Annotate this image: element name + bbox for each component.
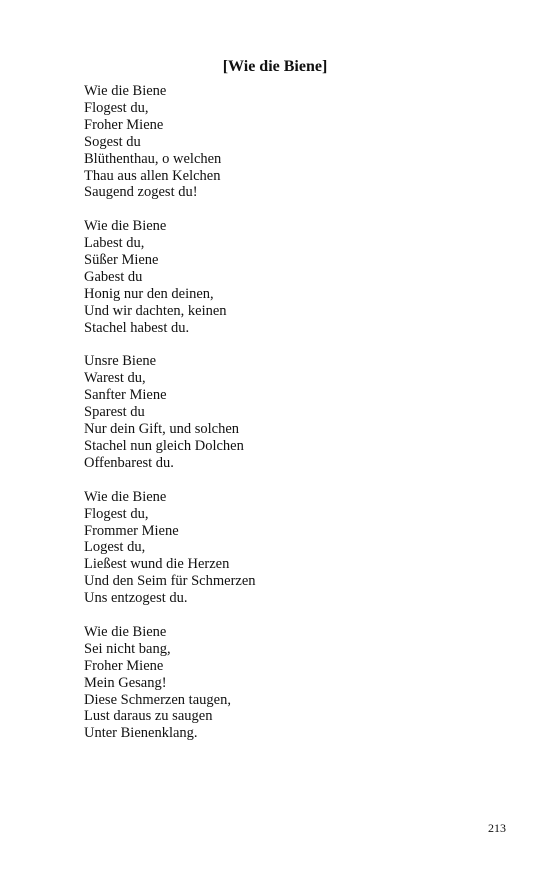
poem-line: Blüthenthau, o welchen (84, 150, 222, 167)
poem-line: Offenbarest du. (84, 454, 174, 471)
poem-line: Warest du, (84, 370, 146, 387)
poem-line: Mein Gesang! (84, 674, 167, 691)
poem-line: Wie die Biene (84, 488, 167, 505)
poem-line: Honig nur den deinen, (84, 285, 214, 302)
poem-line: Süßer Miene (84, 252, 159, 269)
poem-line: Lust daraus zu saugen (84, 708, 213, 725)
poem-line: Wie die Biene (84, 218, 167, 235)
poem-line: Wie die Biene (84, 83, 167, 99)
stanza-2 (84, 218, 484, 336)
poem-title: [Wie die Biene] (222, 58, 328, 75)
poem-line: Thau aus allen Kelchen (84, 167, 221, 184)
poem-line: Stachel nun gleich Dolchen (84, 438, 244, 454)
stanza-4 (84, 489, 484, 607)
poem-line: Flogest du, (84, 505, 149, 522)
poem-line: Saugend zogest du! (84, 184, 198, 201)
poem-line: Uns entzogest du. (84, 590, 188, 607)
poem-line: Sanfter Miene (84, 387, 167, 404)
poem-line: Und wir dachten, keinen (84, 302, 227, 319)
poem-line: Sei nicht bang, (84, 640, 171, 657)
poem-line: Und den Seim für Schmerzen (84, 573, 256, 590)
poem-line: Froher Miene (84, 116, 164, 133)
poem-line: Logest du, (84, 539, 146, 556)
poem-line: Diese Schmerzen taugen, (84, 691, 231, 708)
poem-line: Froher Miene (84, 657, 164, 674)
poem-line: Unter Bienenklang. (84, 725, 198, 742)
poem-line: Frommer Miene (84, 522, 179, 539)
poem-line: Gabest du (84, 268, 143, 285)
poem-body (84, 83, 484, 759)
stanza-5 (84, 624, 484, 742)
poem-line: Labest du, (84, 235, 145, 252)
stanza-1 (84, 83, 484, 201)
poem-line: Flogest du, (84, 99, 149, 116)
poem-line: Sogest du (84, 133, 141, 150)
poem-line: Stachel habest du. (84, 319, 190, 336)
stanza-3 (84, 353, 484, 471)
page-number: 213 (488, 821, 506, 835)
poem-line: Sparest du (84, 404, 145, 421)
poem-line: Ließest wund die Herzen (84, 556, 230, 573)
poem-line: Unsre Biene (84, 353, 157, 370)
poem-line: Nur dein Gift, und solchen (84, 421, 240, 438)
poem-line: Wie die Biene (84, 623, 167, 640)
